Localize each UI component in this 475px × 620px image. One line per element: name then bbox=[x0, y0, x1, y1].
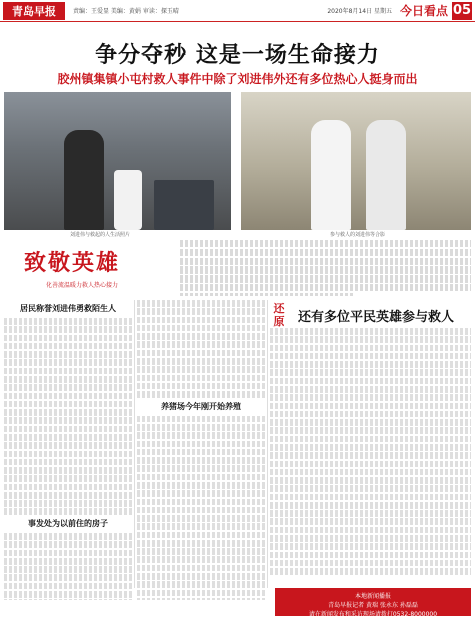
page-number: 05 bbox=[452, 3, 472, 18]
badge-subtitle: 化善流温暖力救人热心接力 bbox=[46, 282, 119, 289]
photo-caption: 参与救人的刘进伟等合影 bbox=[330, 232, 386, 238]
photo-heroes bbox=[241, 92, 471, 230]
footer-banner bbox=[275, 588, 471, 616]
footer-line: 青岛早报记者 黄瑞 张永东 孙磊磊 bbox=[328, 602, 418, 609]
main-headline: 争分夺秒 这是一场生命接力 bbox=[95, 43, 380, 68]
issue-date: 2020年8月14日 星期五 bbox=[327, 8, 392, 15]
lead-paragraph bbox=[180, 240, 471, 296]
footer-line: 本地新闻播报 bbox=[354, 593, 391, 600]
column-heading: 养猪场今年刚开始养殖 bbox=[161, 401, 241, 411]
column-divider bbox=[267, 300, 268, 588]
photo-rescue-scene bbox=[4, 92, 231, 230]
sidebar-tag: 还原 bbox=[273, 302, 285, 328]
section-title: 今日看点 bbox=[399, 4, 448, 18]
column-divider bbox=[134, 300, 135, 588]
badge-title: 致敬英雄 bbox=[24, 250, 121, 276]
article-column-c bbox=[270, 328, 471, 584]
newspaper-logo: 青岛早报 bbox=[3, 2, 65, 20]
article-column-b bbox=[137, 300, 265, 600]
subheadline: 胶州镇集镇小屯村救人事件中除了刘进伟外还有多位热心人挺身而出 bbox=[57, 72, 418, 86]
sidebar-title: 还有多位平民英雄参与救人 bbox=[298, 310, 455, 325]
masthead bbox=[0, 0, 475, 22]
editor-credits: 责编：王爱显 美编：黄娟 审读：探玉晴 bbox=[73, 8, 179, 15]
footer-line: 请在新闻发布和采访现场请拨打0532-8000000 bbox=[308, 611, 438, 618]
photo-caption: 刘进伟与救起的人生活照片 bbox=[70, 232, 131, 238]
article-column-a bbox=[4, 300, 132, 600]
column-heading: 事发处为以前住的房子 bbox=[28, 519, 108, 529]
column-heading: 居民称誉刘进伟勇救陌生人 bbox=[20, 304, 116, 313]
tribute-badge bbox=[4, 240, 176, 302]
